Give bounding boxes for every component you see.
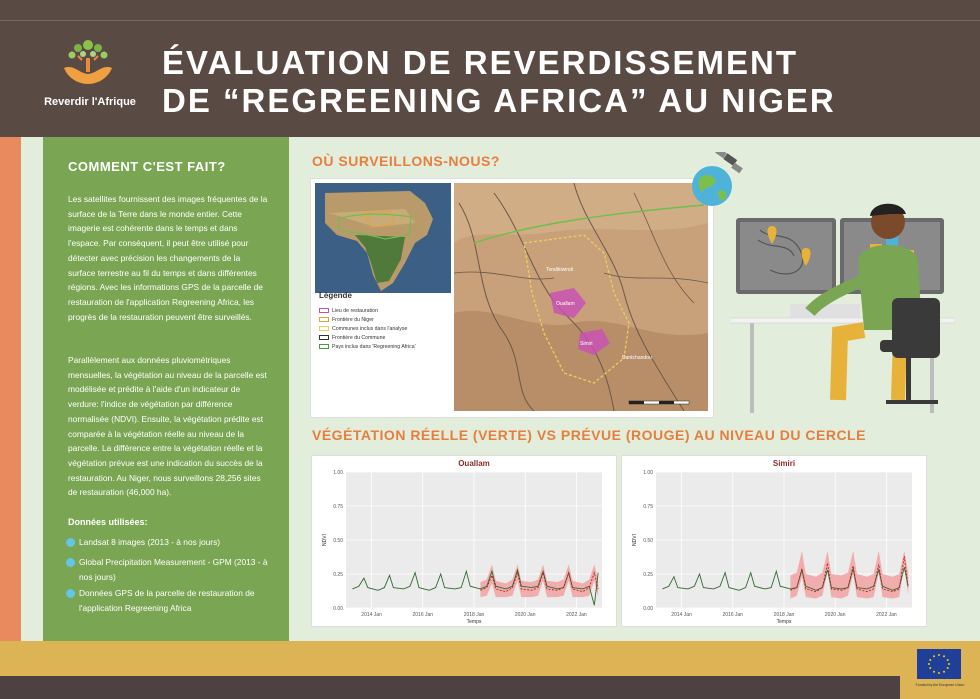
x-tick-label: 2020 Jan	[514, 612, 536, 618]
bullet-dot-icon	[66, 558, 75, 567]
legend-item	[319, 306, 451, 315]
ndvi-chart-ouallam	[312, 456, 616, 626]
africa-satellite-map	[315, 183, 451, 293]
accent-strip	[0, 137, 21, 641]
y-tick-label: 1.00	[333, 470, 343, 476]
legend-label: Communes inclus dans l'analyse	[332, 325, 408, 332]
legend-swatch	[319, 335, 329, 340]
data-item	[66, 586, 276, 615]
bullet-dot-icon	[66, 589, 75, 598]
y-tick-label: 0.25	[333, 572, 343, 578]
legend-swatch	[319, 308, 329, 313]
y-axis-label: NDVI	[632, 534, 638, 546]
niger-detail-map	[454, 183, 708, 411]
y-tick-label: 0.50	[643, 538, 653, 544]
page-title-line2: DE “REGREENING AFRICA” AU NIGER	[162, 82, 836, 119]
header-rule	[0, 20, 980, 21]
ndvi-chart-simiri	[622, 456, 926, 626]
x-tick-label: 2018 Jan	[773, 612, 795, 618]
eu-caption: Funded by the European Union	[915, 683, 965, 687]
legend-label: Frontière du Commune	[332, 334, 386, 341]
method-heading: COMMENT C'EST FAIT?	[68, 159, 226, 174]
map-card	[310, 178, 714, 418]
data-used-heading: Données utilisées:	[68, 517, 148, 527]
method-paragraph-1: Les satellites fournissent des images fréquentes de la surface de la Terre dans le monde entier. Cette imagerie est cohérente dans le temps et dans l'espace. Par conséquent, il peut être utilisé pour détecter avec précision les changements de la surface terrestre au fil du temps et dans différentes régions. Avec les informations GPS de la parcelle de restauration de l'application Regreening Africa, les progrès de la restauration peuvent être surveillés.	[68, 194, 268, 322]
map-place-label: Simiri	[580, 341, 593, 347]
legend-swatch	[319, 317, 329, 322]
data-item-label: Global Precipitation Measurement - GPM (2013 - à nos jours)	[79, 557, 268, 582]
analyst-illustration	[730, 200, 955, 420]
header-banner	[0, 0, 980, 137]
x-tick-label: 2022 Jan	[566, 612, 587, 618]
legend-label: Pays inclus dans 'Regreening Africa'	[332, 343, 416, 350]
legend-item	[319, 315, 451, 324]
map-place-label: Ouallam	[556, 301, 575, 307]
map-section-title: OÙ SURVEILLONS-NOUS?	[312, 153, 500, 169]
method-paragraph-2: Parallèlement aux données pluviométriques mensuelles, la végétation au niveau de la parcelle est modélisée et prédite à l'aide d'un indicateur de verdure: l'indice de végétation par différence normalisée (NDVI). Ensuite, la végétation prédite est comparée à la végétation réelle au niveau de la parcelle. La différence entre la végétation réelle et la végétation prévue est une indication du succès de la restauration. Au Niger, nous surveillons 28,256 sites de restauration (46,000 ha).	[68, 355, 267, 498]
legend-swatch	[319, 326, 329, 331]
y-tick-label: 0.50	[333, 538, 343, 544]
map-place-label: Tondikiwindi	[546, 267, 573, 273]
eu-flag-icon	[917, 649, 961, 679]
data-item-label: Données GPS de la parcelle de restauration de l'application Regreening Africa	[79, 588, 255, 613]
x-axis-label: Temps	[466, 619, 482, 625]
y-tick-label: 0.75	[643, 504, 653, 510]
x-tick-label: 2014 Jan	[671, 612, 692, 618]
y-axis-label: NDVI	[322, 534, 328, 546]
x-axis-label: Temps	[776, 619, 792, 625]
y-tick-label: 0.00	[643, 606, 653, 612]
data-item	[66, 555, 276, 584]
data-item	[66, 535, 276, 550]
x-tick-label: 2014 Jan	[361, 612, 382, 618]
logo-text: Reverdir l'Afrique	[44, 96, 136, 108]
x-tick-label: 2018 Jan	[463, 612, 485, 618]
chart-card-simiri	[621, 455, 927, 627]
map-legend	[319, 291, 451, 351]
legend-label: Frontière du Niger	[332, 316, 374, 323]
x-tick-label: 2016 Jan	[412, 612, 434, 618]
y-tick-label: 0.00	[333, 606, 343, 612]
legend-swatch	[319, 344, 329, 349]
x-tick-label: 2022 Jan	[876, 612, 897, 618]
legend-title: Légende	[319, 291, 352, 300]
y-tick-label: 0.25	[643, 572, 653, 578]
legend-item	[319, 324, 451, 333]
chart-title: Simiri	[772, 459, 796, 468]
tree-logo-icon	[60, 36, 116, 88]
chart-card-ouallam	[311, 455, 617, 627]
chart-title: Ouallam	[458, 459, 490, 468]
footer-strip	[0, 676, 900, 699]
legend-item	[319, 342, 451, 351]
x-tick-label: 2020 Jan	[824, 612, 846, 618]
bullet-dot-icon	[66, 538, 75, 547]
footer-band	[0, 641, 980, 699]
chart-section-title: VÉGÉTATION RÉELLE (VERTE) VS PRÉVUE (ROUGE) AU NIVEAU DU CERCLE	[312, 427, 866, 443]
y-tick-label: 1.00	[643, 470, 653, 476]
data-item-label: Landsat 8 images (2013 - à nos jours)	[79, 537, 221, 547]
y-tick-label: 0.75	[333, 504, 343, 510]
legend-item	[319, 333, 451, 342]
map-place-label: Dantchandou	[622, 355, 652, 361]
legend-label: Lieu de restauration	[332, 307, 378, 314]
x-tick-label: 2016 Jan	[722, 612, 744, 618]
method-panel	[43, 137, 289, 641]
page-title-line1: ÉVALUATION DE REVERDISSEMENT	[162, 44, 798, 81]
